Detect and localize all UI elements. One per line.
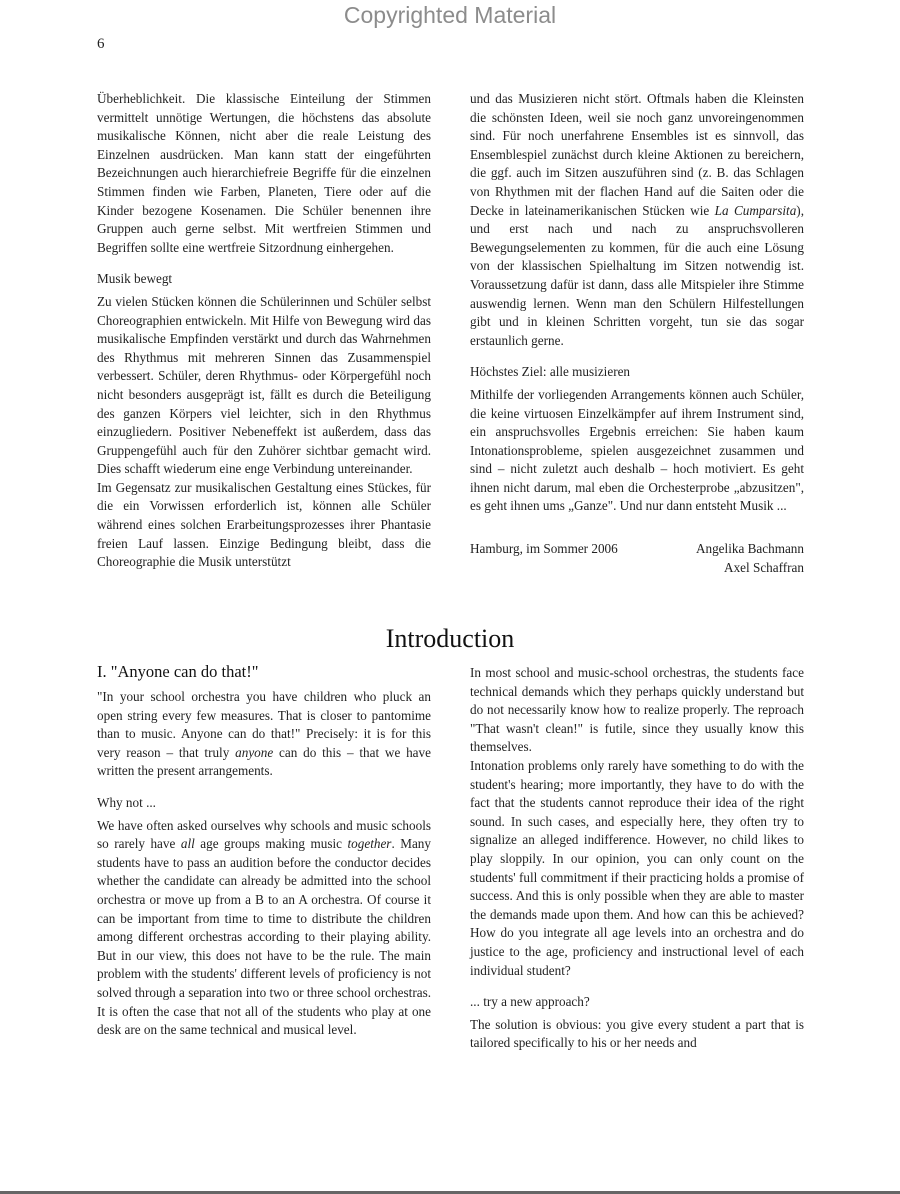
german-paragraph: Mithilfe der vorliegenden Arrangements können auch Schüler, die keine virtuosen Einzelkämpfer auf ihrem Instrument sind, ein anspruchsvolles Ergebnis erreichen: Sie haben kaum Intonationsprobleme, spielen ausgezeichnet zusammen und sind – nicht zuletzt auch deshalb – hoch motiviert. Es geht ihnen nicht darum, mal eben die Orchesterprobe „abzusitzen", es geht ihnen ums „Ganze". Und nur dann entsteht Musik ... (470, 386, 804, 514)
signature-block (470, 540, 804, 577)
german-left-column (97, 90, 431, 572)
section-title: I. "Anyone can do that!" (97, 662, 259, 681)
german-heading-hoechstes-ziel: Höchstes Ziel: alle musizieren (470, 364, 631, 380)
german-heading-musik-bewegt: Musik bewegt (97, 271, 173, 287)
introduction-title: Introduction (385, 624, 515, 653)
author-name: Axel Schaffran (724, 559, 804, 575)
place-date: Hamburg, im Sommer 2006 (470, 541, 618, 557)
piece-title: La Cumparsita (714, 202, 797, 218)
german-paragraph: Zu vielen Stücken können die Schülerinnen und Schüler selbst Choreographien entwickeln. Mit Hilfe von Bewegung wird das musikalische Empfinden verstärkt und durch das Wahrnehmen des Rhythmus mit mehreren Sinnen das Zusammenspiel verbessert. Schüler, deren Rhythmus- oder Körpergefühl noch nicht besonders ausgeprägt ist, fällt es durch die Beteiligung des ganzen Körpers viel leichter, sich in den Rhythmus einzugliedern. Positiver Nebeneffekt ist außerdem, dass das Gruppengefühl auch für den Zuhörer sichtbar gemacht wird. Dies schafft wiederum eine enge Verbindung untereinander. (97, 293, 431, 477)
english-paragraph: The solution is obvious: you give every student a part that is tailored specifically to his or her needs and (470, 1016, 804, 1051)
german-paragraph: Im Gegensatz zur musikalischen Gestaltung eines Stückes, für die ein Vorwissen erforderlich ist, können alle Schüler während eines solchen Erarbeitungsprozesses ihrer Phantasie freien Lauf lassen. Einzige Bedingung bleibt, dass die Choreographie die Musik unterstützt (97, 479, 431, 570)
copyright-watermark: Copyrighted Material (343, 2, 557, 28)
english-heading-new-approach: ... try a new approach? (470, 994, 590, 1010)
english-heading-why-not: Why not ... (97, 794, 156, 810)
english-left-column (97, 688, 431, 1040)
german-paragraph: und das Musizieren nicht stört. Oftmals haben die Kleinsten die schönsten Ideen, weil sie noch ganz unvoreingenommen sind. Für noch unerfahrene Ensembles ist es sinnvoll, das Ensemblespiel zunächst durch kleine Aktionen zu bereichern, die ggf. auch im Sitzen auszuführen sind (z. B. das Schlagen von Rhythmen mit der flachen Hand auf die Saiten oder die Decke in lateinamerikanischen Stücken wie La Cumparsita), und erst nach und nach zu anspruchsvolleren Bewegungselementen zu kommen, für die auch eine Lösung von der klassischen Spielhaltung im Sitzen notwendig ist. Voraussetzung dafür ist dann, dass alle Mitspieler ihre Stimme auswendig lernen. Wenn man den Schülern Hilfestellungen gibt und in kleinen Schritten vorgeht, tun sie das sogar erstaunlich gerne. (470, 91, 804, 348)
english-paragraph: We have often asked ourselves why schools and music schools so rarely have all age groups making music together. Many students have to pass an audition before the conductor decides whether the candidate can already be admitted into the school orchestra or move up from a B to an A orchestra. Of course it can be important from time to time to distribute the children among different orchestras according to their playing ability. But in our view, this does not have to be the rule. The main problem with the students' different levels of proficiency is not solved through a separation into two or three school orchestras. It is often the case that not all of the students who play at one desk are on the same technical and musical level. (97, 817, 431, 1038)
english-right-column (470, 664, 804, 1053)
english-paragraph: Intonation problems only rarely have something to do with the student's hearing; more importantly, they have to do with the fact that the students cannot reproduce their idea of the right sound. In such cases, and especially here, they often try to signalize an alleged indifference. However, no child likes to play sloppily. In our opinion, you can only count on the students' full commitment if their practicing holds a promise of success. And this is only possible when they are able to master the demands made upon them. And how can this be achieved? How do you integrate all age levels into an orchestra and do justice to the age, proficiency and instructional level of each individual student? (470, 757, 804, 978)
page-number: 6 (97, 36, 105, 52)
english-paragraph: In most school and music-school orchestras, the students face technical demands which they perhaps quickly understand but do not necessarily know how to realize properly. The reproach "That wasn't clean!" is futile, since they usually know this themselves. (470, 665, 804, 755)
german-right-column (470, 90, 804, 577)
german-paragraph: Überheblichkeit. Die klassische Einteilung der Stimmen vermittelt unnötige Wertungen, die höchstens das absolute musikalische Können, nicht aber die reale Leistung des Einzelnen ausdrücken. Man kann statt der eingeführten Bezeichnungen auch hierarchiefreie Begriffe für die einzelnen Stimmen finden wie Farben, Planeten, Tiere oder auf die Kinder bezogene Kosenamen. Die Schüler benennen ihre Gruppen auch gerne selbst. Mit wertfreien Stimmen und Begriffen sollte eine wertfreie Sitzordnung einhergehen. (97, 91, 431, 255)
english-paragraph: "In your school orchestra you have children who pluck an open string every few measures. That is closer to pantomime than to music. Anyone can do that!" Precisely: it is for this very reason – that truly anyone can do this – that we have written the present arrangements. (97, 689, 431, 779)
author-name: Angelika Bachmann (695, 541, 804, 557)
